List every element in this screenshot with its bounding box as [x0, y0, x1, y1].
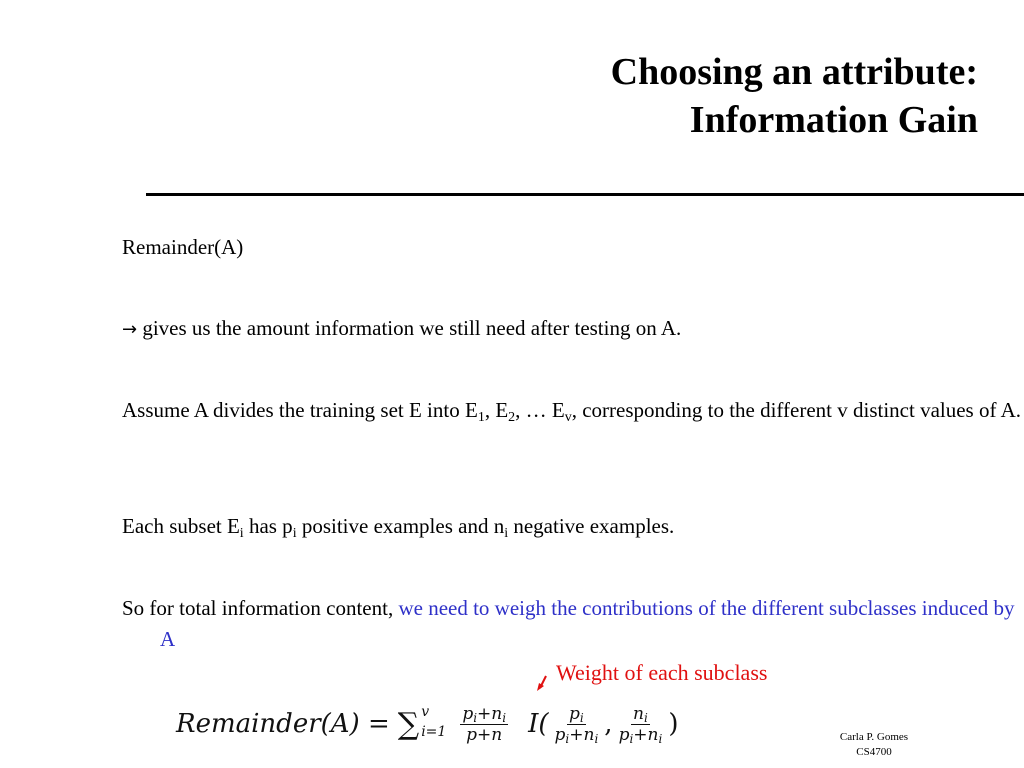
sum-upper: v	[421, 704, 430, 720]
assume-paragraph	[122, 395, 1024, 426]
total-text-blue: we need to weigh the contributions of the different subclasses induced by A	[160, 596, 1015, 651]
subset-text-3: positive examples and n	[296, 514, 505, 538]
weight-fraction	[460, 704, 508, 745]
assume-sub-v: v	[564, 410, 572, 425]
positive-fraction	[553, 704, 601, 745]
credit-author: Carla P. Gomes	[839, 731, 909, 743]
summation-icon: ∑	[397, 706, 420, 742]
subset-paragraph	[122, 511, 992, 542]
formula-close-paren: )	[668, 709, 679, 739]
total-paragraph	[122, 593, 1024, 655]
assume-text-1: Assume A divides the training set E into E	[122, 398, 478, 422]
subset-sub-1: i	[239, 526, 244, 541]
subset-text-2: has p	[243, 514, 293, 538]
slide-title	[278, 48, 978, 144]
assume-sub-2: 2	[508, 410, 516, 425]
subset-sub-3: i	[504, 526, 509, 541]
right-arrow-icon: →	[122, 319, 138, 340]
title-line-2: Information Gain	[689, 99, 978, 141]
remainder-heading: Remainder(A)	[122, 235, 244, 259]
weight-annotation: Weight of each subclass	[556, 660, 768, 685]
title-line-1: Choosing an attribute:	[610, 51, 978, 93]
assume-text-3: , … E	[515, 398, 565, 422]
weight-denominator: p+n	[466, 724, 503, 745]
positive-denominator: $p_i+n_i$	[554, 724, 599, 746]
title-divider	[146, 193, 1024, 196]
positive-numerator: $p_i$	[569, 703, 584, 725]
assume-sub-1: 1	[477, 410, 485, 425]
sum-limits	[421, 704, 447, 740]
red-arrow-icon	[532, 670, 556, 694]
negative-numerator: $n_i$	[633, 703, 648, 725]
assume-text-4: , corresponding to the different v distinct values of A.	[571, 398, 1021, 422]
slide-credit	[814, 730, 934, 760]
subset-text-1: Each subset E	[122, 514, 240, 538]
subset-text-4: negative examples.	[508, 514, 675, 538]
formula-lhs: Remainder(A) =	[176, 709, 390, 739]
arrow-text: gives us the amount information we still need after testing on A.	[142, 316, 682, 340]
arrow-paragraph	[122, 313, 992, 345]
subset-sub-2: i	[292, 526, 297, 541]
remainder-formula	[176, 696, 679, 752]
assume-text-2: , E	[484, 398, 509, 422]
negative-denominator: $p_i+n_i$	[618, 724, 663, 746]
formula-comma: ,	[604, 709, 613, 739]
info-function: I(	[528, 709, 549, 739]
sum-lower: i=1	[421, 724, 447, 740]
total-text-black: So for total information content,	[122, 596, 399, 620]
negative-fraction	[617, 704, 665, 745]
credit-course: CS4700	[856, 746, 892, 758]
weight-numerator: $p_i+n_i$	[462, 703, 507, 725]
